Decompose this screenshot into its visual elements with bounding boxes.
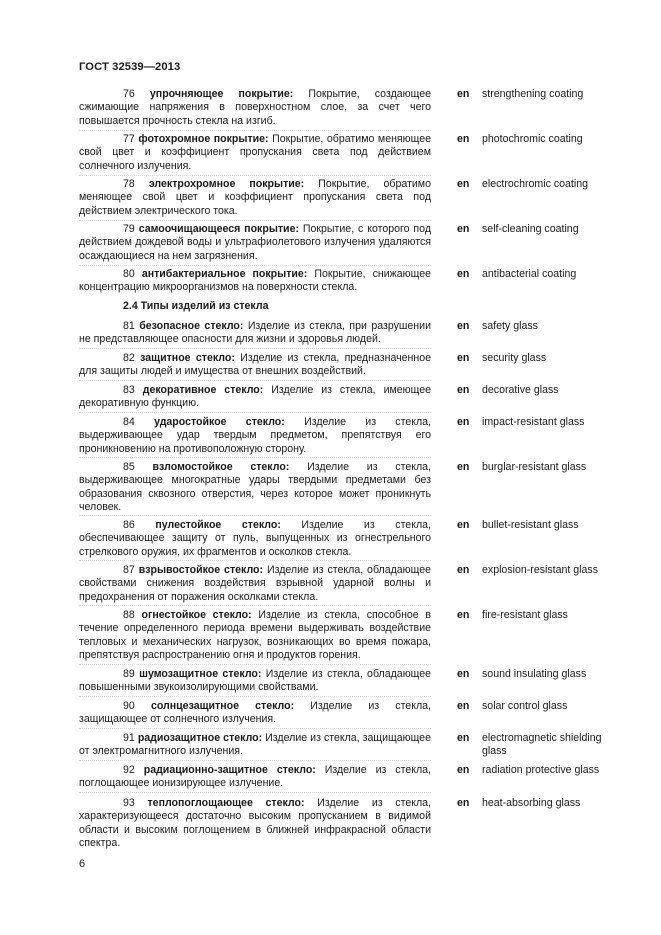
entry-divider (79, 412, 431, 413)
term-definition: 81 безопасное стекло: Изделие из стекла, при разрушении не представляющее опасности для жизни и здоровья людей. (79, 320, 431, 346)
term-definition: 92 радиационно-защитное стекло: Изделие из стекла, поглощающее ионизирующее излучение. (79, 764, 431, 790)
entry-divider (79, 664, 431, 665)
language-code: en (457, 519, 470, 531)
english-term: decorative glass (482, 384, 559, 396)
language-code: en (457, 416, 470, 428)
language-code: en (457, 88, 470, 100)
term-name: самоочищающееся покрытие: (138, 223, 299, 235)
english-term: self-cleaning coating (482, 223, 579, 235)
term-name: шумозащитное стекло: (139, 668, 262, 680)
term-name: солнцезащитное стекло: (150, 700, 295, 712)
term-definition: 89 шумозащитное стекло: Изделие из стекла, обладающее повышенными звукоизолирующими свойствами. (79, 668, 432, 694)
english-term: electrochromic coating (482, 178, 588, 190)
term-name: теплопоглощающее стекло: (147, 797, 305, 809)
term-definition: 86 пулестойкое стекло: Изделие из стекла, обеспечивающее защиту от пуль, выпущенных из огнестрельного стрелкового оружия, их фрагментов и осколков стекла. (79, 519, 431, 558)
term-definition: 87 взрывостойкое стекло: Изделие из стекла, обладающее свойствами снижения воздействия взрывной ударной волны и предохранения от поражения осколками стекла. (79, 564, 432, 603)
english-term: heat-absorbing glass (482, 797, 581, 809)
entry-divider (79, 130, 431, 131)
term-definition: 84 ударостойкое стекло: Изделие из стекла, выдерживающее удар твердым предметом, препятствуя его проникновению на противоположную сторону. (79, 416, 432, 455)
language-code: en (457, 668, 470, 680)
language-code: en (457, 764, 470, 776)
english-term: antibacterial coating (482, 268, 577, 280)
entry-divider (79, 348, 431, 349)
term-definition: 93 теплопоглощающее стекло: Изделие из стекла, характеризующееся достаточно высоким пропусканием в видимой области и высоким поглощением в ближней инфракрасной области спектра. (79, 797, 431, 850)
language-code: en (457, 133, 470, 145)
entry-divider (79, 605, 431, 606)
entry-divider (79, 265, 431, 266)
english-term: safety glass (482, 320, 538, 332)
language-code: en (457, 223, 470, 235)
english-term: security glass (482, 352, 547, 364)
term-definition: 80 антибактериальное покрытие: Покрытие, снижающее концентрацию микроорганизмов на поверхности стекла. (79, 268, 431, 294)
entry-divider (79, 515, 431, 516)
term-name: фотохромное покрытие: (138, 133, 269, 145)
term-definition: 91 радиозащитное стекло: Изделие из стекла, защищающее от электромагнитного излучения. (79, 732, 431, 758)
entry-divider (79, 457, 431, 458)
language-code: en (457, 178, 470, 190)
english-term: explosion-resistant glass (482, 564, 598, 576)
term-definition: 88 огнестойкое стекло: Изделие из стекла, способное в течение определенного периода времени выдерживать воздействие тепловых и механических нагрузок, возникающих во время пожара, препятствуя распространению огня и продуктов горения. (79, 609, 432, 662)
term-definition: 77 фотохромное покрытие: Покрытие, обратимо меняющее свой цвет и коэффициент пропускания света под действием солнечного излучения. (79, 133, 431, 172)
term-name: радиозащитное стекло: (137, 732, 263, 744)
page-number: 6 (79, 858, 86, 870)
language-code: en (457, 384, 470, 396)
language-code: en (457, 352, 470, 364)
language-code: en (457, 268, 470, 280)
entry-divider (79, 175, 431, 176)
english-term: burglar-resistant glass (482, 461, 587, 473)
term-name: антибактериальное покрытие: (141, 268, 308, 280)
term-name: радиационно-защитное стекло: (143, 764, 316, 776)
english-term: photochromic coating (482, 133, 583, 145)
language-code: en (457, 797, 470, 809)
term-definition: 90 солнцезащитное стекло: Изделие из стекла, защищающее от солнечного излучения. (79, 700, 431, 726)
language-code: en (457, 609, 470, 621)
term-definition: 83 декоративное стекло: Изделие из стекла, имеющее декоративную функцию. (79, 384, 431, 410)
language-code: en (457, 320, 470, 332)
english-term: radiation protective glass (482, 764, 600, 776)
term-name: взрывостойкое стекло: (138, 564, 264, 576)
term-name: защитное стекло: (140, 352, 235, 364)
standard-header: ГОСТ 32539—2013 (79, 61, 181, 73)
term-definition: 76 упрочняющее покрытие: Покрытие, создающее сжимающие напряжения в поверхностном слое, за счет чего повышается прочность стекла на изгиб. (79, 88, 431, 127)
english-term: impact-resistant glass (482, 416, 585, 428)
language-code: en (457, 700, 470, 712)
english-term: strengthening coating (482, 88, 584, 100)
term-name: безопасное стекло: (139, 320, 244, 332)
language-code: en (457, 732, 470, 744)
entry-divider (79, 380, 431, 381)
entry-divider (79, 560, 431, 561)
term-name: взломостойкое стекло: (152, 461, 290, 473)
term-definition: 85 взломостойкое стекло: Изделие из стекла, выдерживающее многократные удары твердыми предметами без образования сквозного отверстия, через которое может проникнуть человек. (79, 461, 431, 514)
entry-divider (79, 696, 431, 697)
term-name: пулестойкое стекло: (155, 519, 281, 531)
entry-divider (79, 220, 431, 221)
term-definition: 82 защитное стекло: Изделие из стекла, предназначенное для защиты людей и имущества от внешних воздействий. (79, 352, 431, 378)
english-term: sound insulating glass (482, 668, 587, 680)
term-name: упрочняющее покрытие: (149, 88, 294, 100)
term-name: ударостойкое стекло: (154, 416, 285, 428)
english-term: electromagnetic shielding glass (482, 732, 602, 758)
term-definition: 78 электрохромное покрытие: Покрытие, обратимо меняющее свой цвет и коэффициент пропускания света под действием электрического тока. (79, 178, 431, 217)
english-term: solar control glass (482, 700, 568, 712)
language-code: en (457, 564, 470, 576)
entry-divider (79, 728, 431, 729)
entry-divider (79, 792, 431, 793)
english-term: fire-resistant glass (482, 609, 568, 621)
term-definition: 79 самоочищающееся покрытие: Покрытие, с которого под действием дождевой воды и ультрафиолетового излучения удаляются осаждающиеся на нем загрязнения. (79, 223, 431, 262)
term-name: электрохромное покрытие: (148, 178, 305, 190)
term-name: огнестойкое стекло: (141, 609, 252, 621)
language-code: en (457, 461, 470, 473)
entry-divider (79, 760, 431, 761)
section-heading: 2.4 Типы изделий из стекла (123, 300, 269, 312)
term-name: декоративное стекло: (142, 384, 264, 396)
english-term: bullet-resistant glass (482, 519, 579, 531)
